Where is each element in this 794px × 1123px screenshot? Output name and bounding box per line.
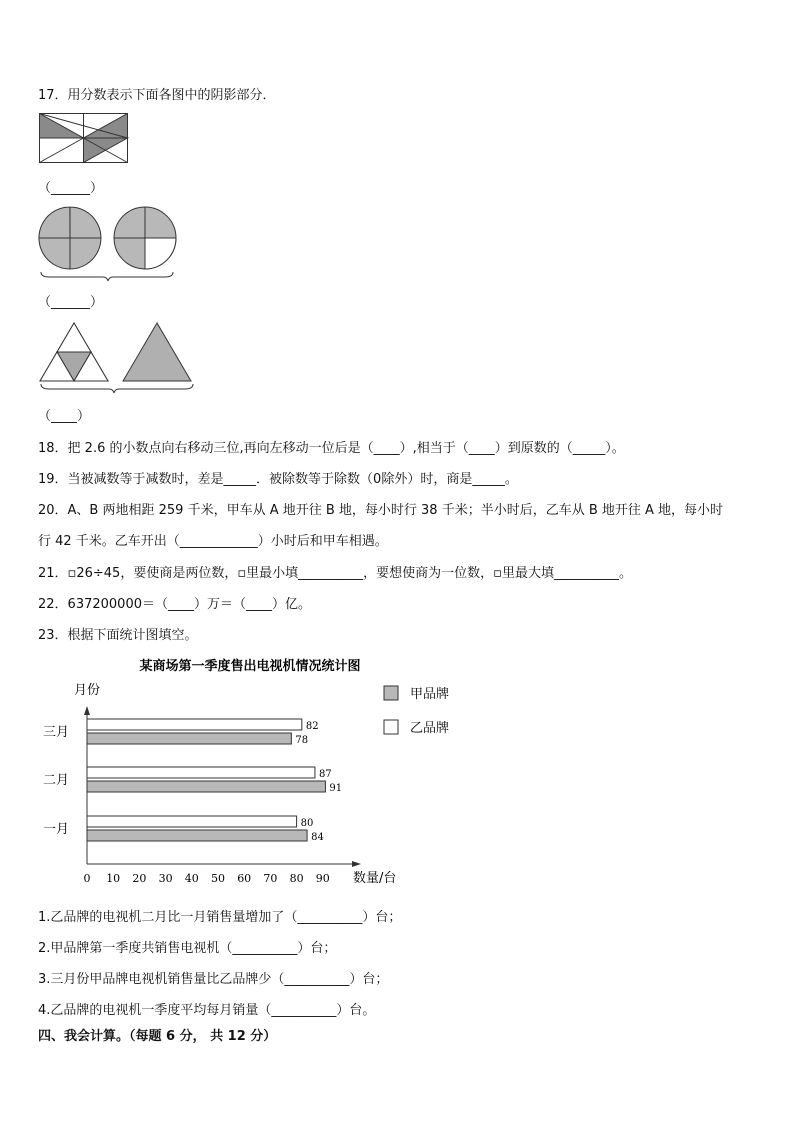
bar-value-label: 80	[300, 818, 314, 829]
chart-xlabel: 数量/台	[353, 871, 397, 886]
chart-bars	[43, 719, 342, 843]
legend-label: 乙品牌	[410, 721, 450, 736]
bar-value-label: 78	[295, 735, 309, 746]
x-tick-label: 70	[263, 872, 278, 885]
y-axis-arrow	[84, 706, 90, 715]
circle-2	[114, 207, 176, 269]
bar-jia	[87, 781, 325, 792]
x-tick-label: 30	[158, 872, 173, 885]
q19-text: 19．当被减数等于减数时，差是_____．被除数等于除数（0除外）时，商是_____。	[38, 472, 518, 487]
chart-legend	[384, 686, 449, 736]
q17-title: 17．用分数表示下面各图中的阴影部分．	[38, 88, 276, 103]
q23-sub-2: 2.甲品牌第一季度共销售电视机（__________）台；	[38, 941, 337, 956]
x-tick-label: 0	[83, 872, 91, 885]
bar-value-label: 84	[311, 832, 324, 843]
q20-line-1: 20．A、B 两地相距 259 千米，甲车从 A 地开往 B 地，每小时行 38 千米；半小时后，乙车从 B 地开往 A 地，每小时	[38, 503, 724, 518]
bar-yi	[87, 816, 297, 827]
x-tick-label: 90	[315, 872, 330, 885]
q17-blank-3[interactable]: （____）	[38, 409, 91, 424]
q23-sub-1: 1.乙品牌的电视机二月比一月销售量增加了（__________）台；	[38, 910, 402, 925]
q17-figure-triangles	[37, 320, 197, 396]
x-tick-label: 40	[184, 872, 199, 885]
legend-swatch	[384, 686, 398, 700]
bar-value-label: 82	[305, 721, 319, 732]
q22-text: 22．637200000＝（____）万＝（____）亿。	[38, 597, 311, 612]
bar-yi	[87, 719, 302, 730]
q20-line-2: 行 42 千米。乙车开出（____________）小时后和甲车相遇。	[38, 534, 388, 549]
category-label: 二月	[43, 773, 70, 788]
bar-jia	[87, 830, 307, 841]
q18-text: 18．把 2.6 的小数点向右移动三位,再向左移动一位后是（____）,相当于（____）到原数的（_____）。	[38, 441, 625, 456]
x-tick-label: 80	[289, 872, 304, 885]
q23-sub-4: 4.乙品牌的电视机一季度平均每月销量（__________）台。	[38, 1003, 376, 1018]
section-4-heading: 四、我会计算。（每题 6 分， 共 12 分）	[38, 1029, 277, 1044]
circle-1	[39, 207, 101, 269]
chart-ylabel: 月份	[74, 683, 101, 698]
x-tick-label: 10	[106, 872, 121, 885]
x-tick-label: 60	[237, 872, 252, 885]
category-label: 一月	[43, 822, 70, 837]
x-tick-label: 20	[132, 872, 147, 885]
q23-title: 23．根据下面统计图填空。	[38, 628, 198, 643]
q17-blank-2[interactable]: （______）	[38, 295, 104, 310]
bar-yi	[87, 767, 315, 778]
q17-figure-rectangle	[39, 113, 129, 164]
chart-title: 某商场第一季度售出电视机情况统计图	[139, 659, 361, 674]
q17-blank-1[interactable]: （______）	[38, 181, 104, 196]
bar-value-label: 91	[329, 783, 343, 794]
category-label: 三月	[43, 725, 70, 740]
bar-jia	[87, 733, 291, 744]
x-tick-label: 50	[211, 872, 225, 885]
bar-value-label: 87	[318, 769, 332, 780]
q21-text: 21．▫26÷45，要使商是两位数，▫里最小填__________，要想使商为一位数，▫里最大填__________。	[38, 566, 632, 581]
tv-sales-bar-chart	[30, 650, 470, 890]
legend-swatch	[384, 720, 398, 734]
q23-sub-3: 3.三月份甲品牌电视机销售量比乙品牌少（__________）台；	[38, 972, 389, 987]
q17-figure-circles	[37, 206, 177, 282]
legend-label: 甲品牌	[410, 687, 450, 702]
x-axis-arrow	[352, 861, 361, 867]
